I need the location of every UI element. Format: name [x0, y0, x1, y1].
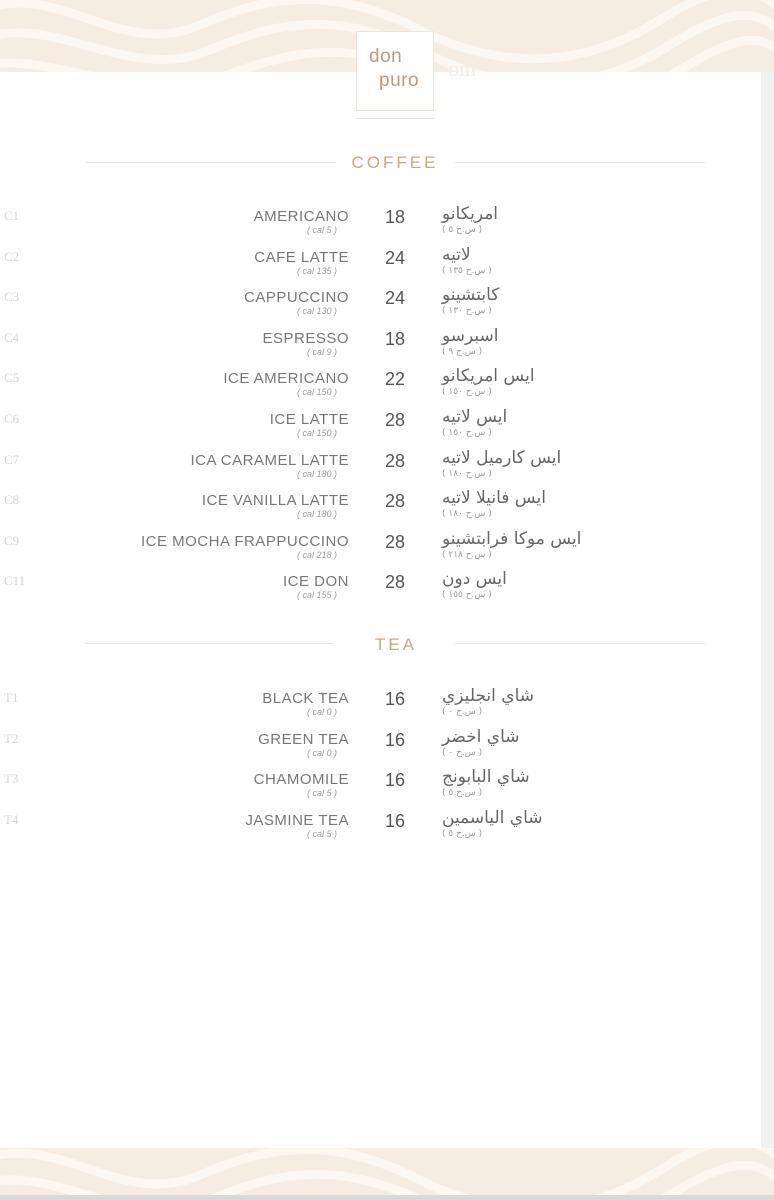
item-name-en: ICE VANILLA LATTE: [201, 492, 349, 510]
section-title-coffee: COFFEE: [351, 153, 439, 172]
menu-item: [0, 244, 761, 289]
item-calories-ar: ( س.ح ٥ ): [442, 828, 483, 839]
item-calories-en: ( cal 218 ): [296, 549, 337, 560]
item-calories-ar: ( س.ح ٢١٨ ): [442, 549, 492, 560]
item-code: T4: [4, 811, 19, 827]
item-price: 16: [384, 689, 406, 709]
item-code: C1: [4, 208, 20, 223]
menu-item: [0, 528, 761, 573]
menu-item: [0, 325, 761, 370]
menu-item: [0, 285, 761, 329]
item-code: C5: [4, 370, 20, 386]
item-code: C6: [4, 411, 20, 426]
menu-item: [0, 488, 761, 532]
item-calories-ar: ( س.ح ٠ ): [442, 747, 483, 758]
menu-item: [0, 767, 761, 811]
item-name-ar: اسبرسو: [442, 325, 499, 346]
item-price: 22: [384, 369, 406, 390]
item-name-ar: ايس امريكانو: [442, 366, 535, 387]
item-name-en: ICE MOCHA FRAPPUCCINO: [140, 532, 349, 550]
page-edge: [761, 72, 774, 1148]
item-name-ar: كابتشينو: [442, 285, 500, 306]
item-calories-en: ( cal 180 ): [296, 468, 337, 479]
bottom-edge: [0, 1195, 774, 1200]
brand-logo: [356, 31, 434, 111]
item-name-en: CHAMOMILE: [253, 771, 349, 789]
item-calories-ar: ( س.ح ٥ ): [442, 788, 483, 799]
item-name-en: CAFE LATTE: [254, 248, 349, 266]
section-title-tea: TEA: [374, 635, 418, 654]
item-name-ar: ايس فانيلا لاتيه: [442, 488, 546, 509]
section-rule-left: [86, 162, 336, 163]
item-name-ar: ايس موكا فرابتشينو: [442, 528, 582, 549]
section-rule-right: [455, 162, 705, 163]
item-code: C3: [4, 289, 20, 305]
item-calories-en: ( cal 150 ): [296, 387, 337, 398]
item-code: T2: [4, 730, 19, 746]
item-name-en: BLACK TEA: [262, 690, 349, 707]
item-name-en: ICE DON: [282, 573, 349, 591]
section-rule-right: [455, 643, 705, 644]
item-calories-ar: ( س.ح ٩ ): [442, 346, 483, 357]
brand-line-2: puro: [379, 70, 420, 91]
item-name-ar: شاي الياسمين: [442, 807, 543, 828]
item-name-ar: امريكانو: [442, 204, 499, 224]
item-calories-ar: ( س.ح ١٣٥ ): [442, 265, 492, 276]
section-rule-left: [84, 643, 334, 644]
item-name-ar: ايس كارميل لاتيه: [442, 447, 562, 468]
item-code: C8: [4, 492, 20, 508]
menu-item: [0, 407, 761, 451]
menu-item: [0, 569, 761, 613]
item-price: 18: [384, 328, 406, 349]
item-name-en: ICA CARAMEL LATTE: [190, 451, 349, 469]
item-name-ar: ايس دون: [442, 569, 507, 590]
item-code: T3: [4, 771, 19, 787]
item-price: 16: [384, 810, 406, 831]
item-code: C2: [4, 248, 20, 264]
item-code: C7: [4, 451, 20, 467]
item-calories-en: ( cal 9 ): [306, 346, 337, 357]
item-name-en: ICE AMERICANO: [223, 370, 349, 388]
item-code: T1: [4, 690, 19, 705]
item-code: C11: [4, 573, 26, 589]
item-calories-ar: ( س.ح ١٥٠ ): [442, 387, 492, 398]
item-calories-ar: ( س.ح ١٥٠ ): [442, 428, 492, 438]
logo-underline: [356, 118, 434, 119]
item-calories-en: ( cal 5 ): [306, 788, 337, 799]
item-calories-ar: ( س.ح ١٨٠ ): [442, 468, 492, 479]
item-calories-en: ( cal 5 ): [306, 225, 337, 235]
item-calories-en: ( cal 0 ): [306, 747, 337, 758]
item-price: 16: [384, 729, 406, 750]
item-calories-ar: ( س.ح ١٣٠ ): [442, 306, 492, 317]
item-price: 28: [384, 410, 406, 430]
item-calories-en: ( cal 180 ): [296, 509, 337, 520]
item-calories-ar: ( س.ح ١٨٠ ): [442, 509, 492, 520]
menu-item: [0, 447, 761, 492]
item-name-ar: ايس لاتيه: [442, 407, 508, 427]
item-calories-en: ( cal 135 ): [296, 265, 337, 276]
item-calories-en: ( cal 5 ): [306, 828, 337, 839]
item-price: 28: [384, 491, 406, 512]
item-price: 24: [384, 288, 406, 309]
menu-item: [0, 366, 761, 410]
item-calories-en: ( cal 0 ): [306, 707, 337, 717]
item-calories-en: ( cal 130 ): [296, 306, 337, 317]
menu-item: [0, 726, 761, 771]
brand-line-1: don: [369, 46, 403, 67]
item-name-en: CAPPUCCINO: [243, 289, 349, 307]
item-price: 28: [384, 450, 406, 471]
item-price: 16: [384, 770, 406, 791]
watermark-text: om: [448, 56, 477, 81]
item-name-ar: شاي البابونج: [442, 767, 530, 788]
item-calories-en: ( cal 155 ): [296, 590, 337, 601]
item-price: 18: [384, 207, 406, 227]
item-code: C4: [4, 329, 20, 345]
item-name-en: ESPRESSO: [262, 329, 349, 347]
item-name-ar: لاتيه: [442, 244, 471, 265]
item-code: C9: [4, 532, 20, 548]
menu-item: [0, 686, 761, 730]
item-name-en: JASMINE TEA: [245, 811, 349, 829]
item-calories-ar: ( س.ح ٠ ): [442, 707, 483, 717]
item-price: 28: [384, 572, 406, 593]
item-calories-ar: ( س.ح ٥ ): [442, 225, 483, 235]
item-name-en: AMERICANO: [253, 208, 349, 225]
item-name-en: ICE LATTE: [269, 411, 349, 428]
item-name-ar: شاي اخضر: [442, 726, 520, 747]
menu-item: [0, 204, 761, 248]
menu-item: [0, 807, 761, 852]
item-price: 24: [384, 247, 406, 268]
item-calories-en: ( cal 150 ): [296, 428, 337, 438]
item-calories-ar: ( س.ح ١٥٥ ): [442, 590, 492, 601]
item-name-ar: شاي انجليزي: [442, 686, 535, 706]
item-name-en: GREEN TEA: [258, 730, 349, 748]
item-price: 28: [384, 531, 406, 552]
